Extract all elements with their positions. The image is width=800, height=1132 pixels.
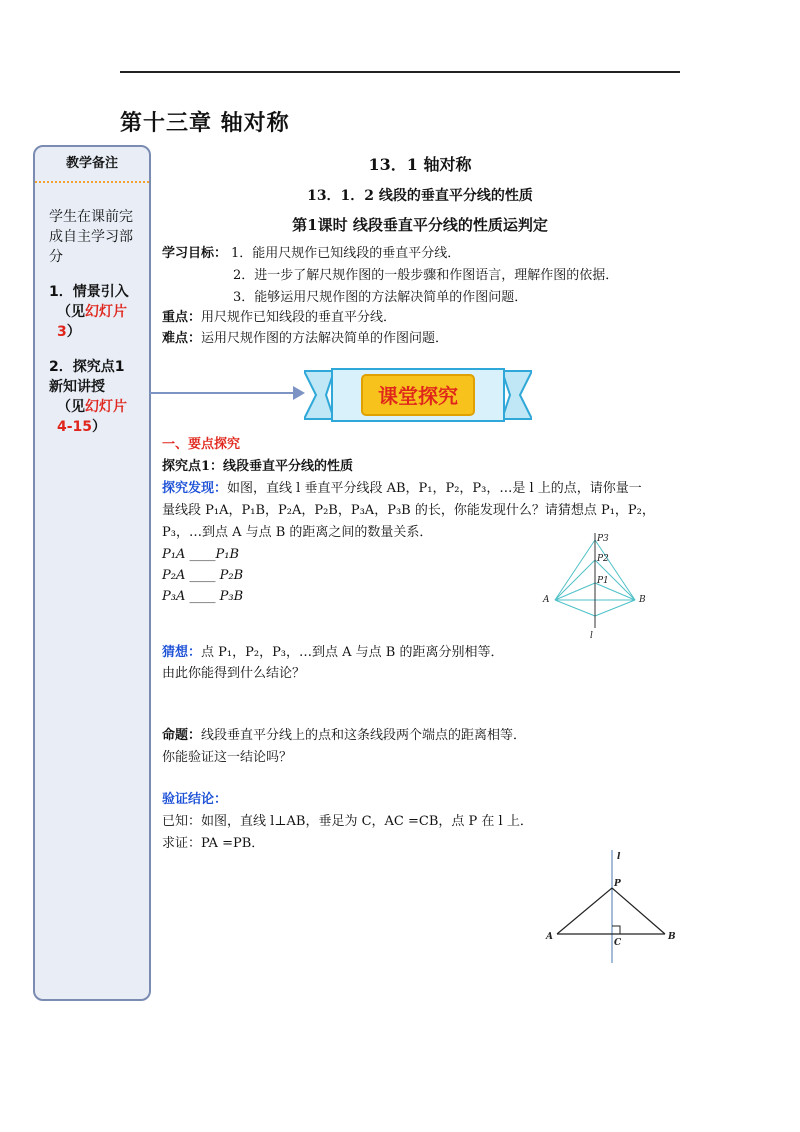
goal-item: 3．能够运用尺规作图的方法解决简单的作图问题． [233, 290, 528, 305]
slide-link-4-15[interactable]: 幻灯片4-15 [57, 399, 127, 435]
explore-heading: 一、要点探究 [162, 437, 241, 452]
proposition-text: 线段垂直平分线上的点和这条线段两个端点的距离相等． [201, 728, 527, 743]
section-title: 13．1 轴对称 [368, 155, 472, 174]
step2-open: （见 [57, 399, 85, 415]
goal-1-line [162, 246, 460, 262]
step2-close: ） [92, 419, 107, 435]
goal-item: 2．进一步了解尺规作图的一般步骤和作图语言，理解作图的依据． [233, 268, 619, 283]
difficulty-text: 运用尺规作图的方法解决简单的作图问题． [201, 331, 449, 346]
sidebar-step2-ref [49, 397, 141, 437]
fig1-label: l [590, 631, 593, 641]
classroom-explore-banner [304, 365, 532, 425]
goal-item: 1．能用尺规作已知线段的垂直平分线． [231, 246, 461, 261]
discovery-label: 探究发现： [162, 481, 228, 496]
discovery-line-3: P₃，…到点 A 与点 B 的距离之间的数量关系． [162, 525, 433, 540]
sidebar-step1 [49, 282, 141, 342]
teaching-notes-sidebar [33, 145, 151, 1001]
fig2-label: l [617, 852, 621, 862]
fig2-label: C [614, 938, 622, 948]
sidebar-step1-ref [49, 302, 141, 342]
key-text: 用尺规作已知线段的垂直平分线． [201, 310, 397, 325]
blank-line: P₁A ____P₁B [162, 547, 239, 562]
guess-line [162, 645, 504, 661]
banner-text: 课堂探究 [378, 384, 458, 408]
fig1-label: P2 [597, 554, 609, 564]
sidebar-step2 [49, 357, 141, 437]
pointer-arrow-line [149, 392, 299, 394]
subsection-title: 13．1．2 线段的垂直平分线的性质 [307, 188, 533, 204]
blank-line: P₃A ____ P₃B [162, 589, 244, 604]
fig2-label: A [546, 932, 553, 942]
slide-link-3[interactable]: 幻灯片3 [57, 304, 127, 340]
proposition-label: 命题： [162, 728, 202, 743]
key-point [162, 310, 396, 326]
discovery-text: 如图，直线 l 垂直平分线段 AB，P₁，P₂，P₃，…是 l 上的点，请你量一 [227, 481, 642, 496]
blank-line: P₂A ____ P₂B [162, 568, 244, 583]
lesson-title: 第1课时 线段垂直平分线的性质运判定 [292, 216, 548, 234]
step1-open: （见 [57, 304, 85, 320]
proposition-line [162, 728, 526, 744]
fig1-label: P3 [597, 534, 609, 544]
perpendicular-bisector-figure [535, 528, 660, 643]
sidebar-step1-label: 1．情景引入 [49, 284, 129, 300]
difficulty-label: 难点： [162, 331, 202, 346]
guess-question: 由此你能得到什么结论？ [162, 666, 306, 681]
sidebar-step2-label: 2．探究点1 新知讲授 [49, 359, 125, 395]
discovery-line-1 [162, 481, 642, 497]
fig1-label: B [639, 595, 646, 605]
prove-line: 求证：PA =PB． [162, 836, 265, 851]
chapter-title: 第十三章 轴对称 [120, 111, 290, 136]
guess-text: 点 P₁，P₂，P₃，…到点 A 与点 B 的距离分别相等． [201, 645, 504, 660]
header-rule [120, 71, 680, 73]
sidebar-intro: 学生在课前完成自主学习部分 [49, 209, 133, 265]
sidebar-title: 教学备注 [35, 147, 149, 183]
known-line: 已知：如图，直线 l⊥AB，垂足为 C，AC =CB，点 P 在 l 上． [162, 814, 533, 829]
discovery-line-2: 量线段 P₁A，P₁B，P₂A，P₂B，P₃A，P₃B 的长，你能发现什么？请猜想点 P₁，P₂， [162, 503, 655, 518]
step1-close: ） [66, 324, 81, 340]
fig1-label: A [543, 595, 550, 605]
point-title: 探究点1：线段垂直平分线的性质 [162, 459, 354, 474]
verify-label: 验证结论： [162, 792, 228, 807]
proposition-question: 你能验证这一结论吗？ [162, 750, 293, 765]
difficulty-point [162, 331, 448, 347]
goals-label: 学习目标： [162, 246, 228, 261]
guess-label: 猜想： [162, 645, 202, 660]
fig1-label: P1 [597, 576, 609, 586]
fig2-label: P [614, 879, 621, 889]
key-label: 重点： [162, 310, 202, 325]
proof-figure [540, 848, 680, 966]
fig2-label: B [668, 932, 676, 942]
